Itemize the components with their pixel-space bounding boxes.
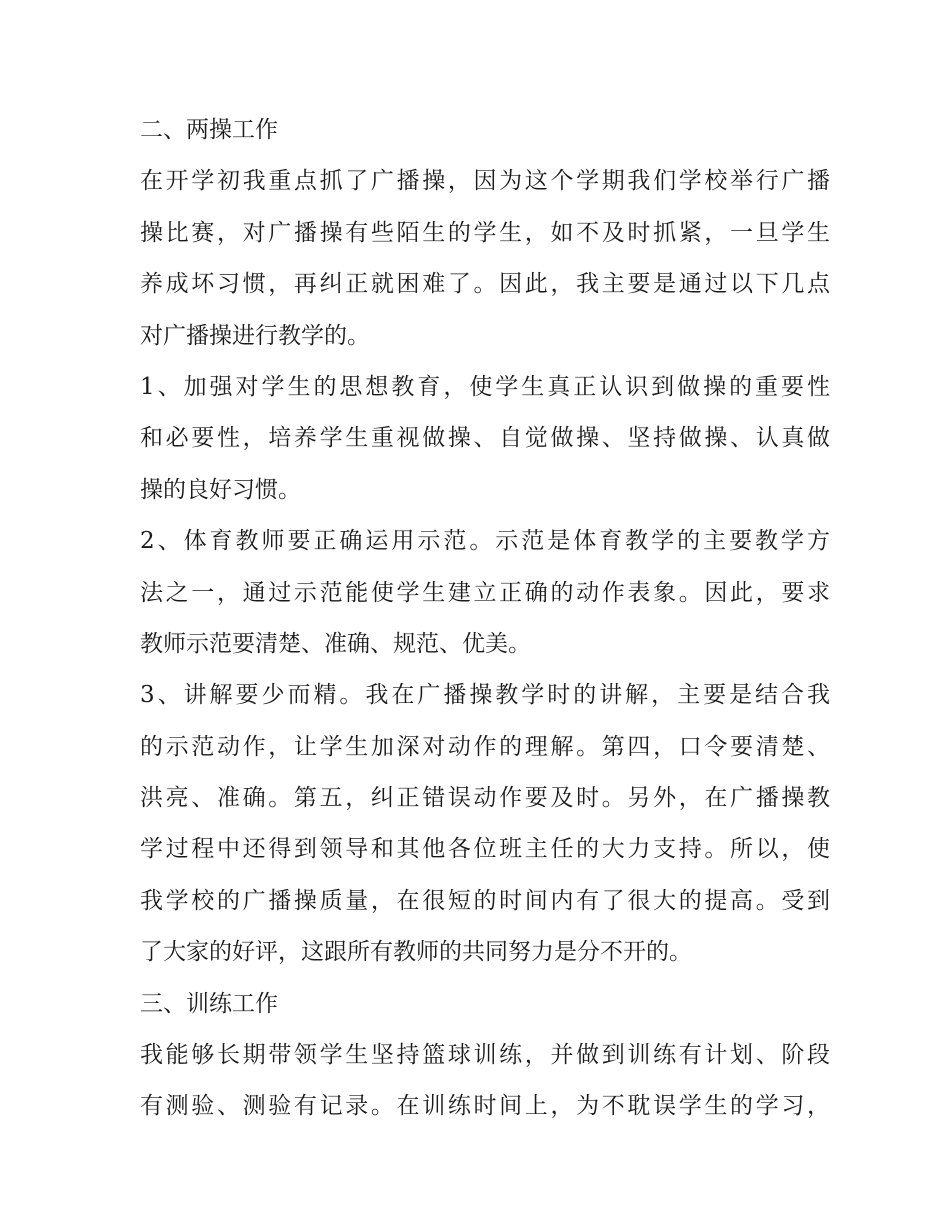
text-line: 教师示范要清楚、准确、规范、优美。	[140, 630, 531, 657]
text-line: 对广播操进行教学的。	[140, 322, 370, 349]
text-line: 我能够长期带领学生坚持篮球训练，并做到训练有计划、阶段	[140, 1042, 830, 1069]
text-line: 二、两操工作	[140, 117, 278, 143]
text-line: 2、体育教师要正确运用示范。示范是体育教学的主要教学方	[140, 528, 830, 555]
text-line: 在开学初我重点抓了广播操，因为这个学期我们学校举行广播	[140, 168, 830, 195]
text-line: 法之一，通过示范能使学生建立正确的动作表象。因此，要求	[140, 579, 830, 606]
text-line: 有测验、测验有记录。在训练时间上，为不耽误学生的学习，	[140, 1093, 830, 1120]
text-line: 3、讲解要少而精。我在广播操教学时的讲解，主要是结合我	[140, 682, 830, 709]
text-line: 操比赛，对广播操有些陌生的学生，如不及时抓紧，一旦学生	[140, 219, 830, 246]
text-line: 操的良好习惯。	[140, 476, 301, 503]
text-line: 的示范动作，让学生加深对动作的理解。第四，口令要清楚、	[140, 733, 830, 760]
document-page	[140, 105, 830, 1133]
text-line: 和必要性，培养学生重视做操、自觉做操、坚持做操、认真做	[140, 425, 830, 452]
text-line: 了大家的好评，这跟所有教师的共同努力是分不开的。	[140, 939, 692, 966]
text-line: 洪亮、准确。第五，纠正错误动作要及时。另外，在广播操教	[140, 785, 830, 812]
text-line: 学过程中还得到领导和其他各位班主任的大力支持。所以，使	[140, 836, 830, 863]
text-line: 我学校的广播操质量，在很短的时间内有了很大的提高。受到	[140, 887, 830, 914]
text-line: 三、训练工作	[140, 990, 278, 1017]
text-line: 1、加强对学生的思想教育，使学生真正认识到做操的重要性	[140, 373, 830, 400]
text-line: 养成坏习惯，再纠正就困难了。因此，我主要是通过以下几点	[140, 271, 830, 298]
